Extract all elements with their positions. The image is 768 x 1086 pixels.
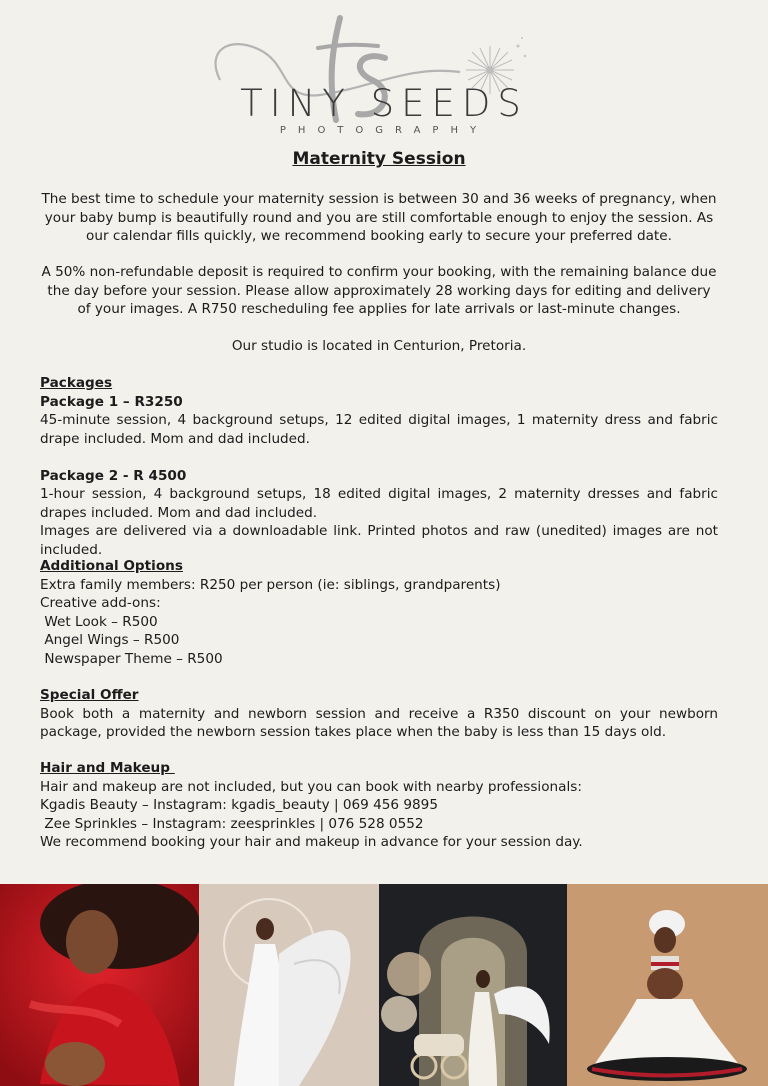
package-delivery-note: Images are delivered via a downloadable link. Printed photos and raw (unedited) images are not included. (40, 523, 718, 558)
hair-makeup-intro: Hair and makeup are not included, but you can book with nearby professionals: (40, 778, 582, 795)
intro-paragraph-deposit: A 50% non-refundable deposit is required to confirm your booking, with the remaining balance due the day before your session. Please allow approximately 28 working days for editing and delivery of your images. A R750 rescheduling fee applies for late arrivals or last-minute changes. (41, 264, 717, 317)
photo-traditional-attire (567, 884, 768, 1086)
package-2-title: Package 2 - R 4500 (40, 467, 187, 484)
creative-addons-label: Creative add-ons: (40, 595, 161, 611)
addon-newspaper-theme: Newspaper Theme – R500 (40, 650, 223, 667)
special-offer-section (40, 686, 718, 742)
addon-wet-look: Wet Look – R500 (40, 613, 158, 630)
intro-paragraph-location: Our studio is located in Centurion, Pretoria. (231, 338, 527, 354)
special-offer-heading: Special Offer (40, 687, 139, 703)
vendor-zee-sprinkles: Zee Sprinkles – Instagram: zeesprinkles | 076 528 0552 (40, 815, 424, 832)
packages-section (40, 374, 718, 559)
additional-options-heading: Additional Options (40, 558, 183, 574)
photo-strip (0, 884, 768, 1086)
hair-makeup-recommendation: We recommend booking your hair and makeup in advance for your session day. (40, 834, 583, 850)
packages-heading: Packages (40, 375, 113, 391)
page-title: Maternity Session (292, 149, 466, 169)
package-2-description: 1-hour session, 4 background setups, 18 edited digital images, 2 maternity dresses and fabric drapes included. Mom and dad included. (40, 486, 718, 521)
brand-name: TINY SEEDS (240, 82, 528, 125)
intro-paragraph-timing: The best time to schedule your maternity session is between 30 and 36 weeks of pregnancy, when your baby bump is beautifully round and you are still comfortable enough to enjoy the session. As our calendar fills quickly, we recommend booking early to secure your preferred date. (41, 191, 717, 244)
special-offer-text: Book both a maternity and newborn session and receive a R350 discount on your newborn package, provided the newborn session takes place when the baby is less than 15 days old. (40, 705, 718, 740)
photo-red-dress (0, 884, 199, 1086)
package-1-title: Package 1 – R3250 (40, 393, 183, 410)
additional-options-section (40, 557, 718, 668)
photo-angel-wings-arch (379, 884, 567, 1086)
vendor-kgadis-beauty: Kgadis Beauty – Instagram: kgadis_beauty | 069 456 9895 (40, 797, 438, 813)
hair-makeup-heading: Hair and Makeup (40, 760, 175, 776)
package-1-description: 45-minute session, 4 background setups, 12 edited digital images, 1 maternity dress and fabric drape included. Mom and dad included. (40, 412, 718, 447)
brand-subtitle: PHOTOGRAPHY (279, 125, 489, 136)
hair-makeup-section (40, 759, 718, 852)
addon-angel-wings: Angel Wings – R500 (40, 632, 180, 648)
brand-logo (0, 0, 768, 145)
photo-white-flowing-dress (199, 884, 379, 1086)
extra-family-line: Extra family members: R250 per person (ie: siblings, grandparents) (40, 576, 501, 593)
